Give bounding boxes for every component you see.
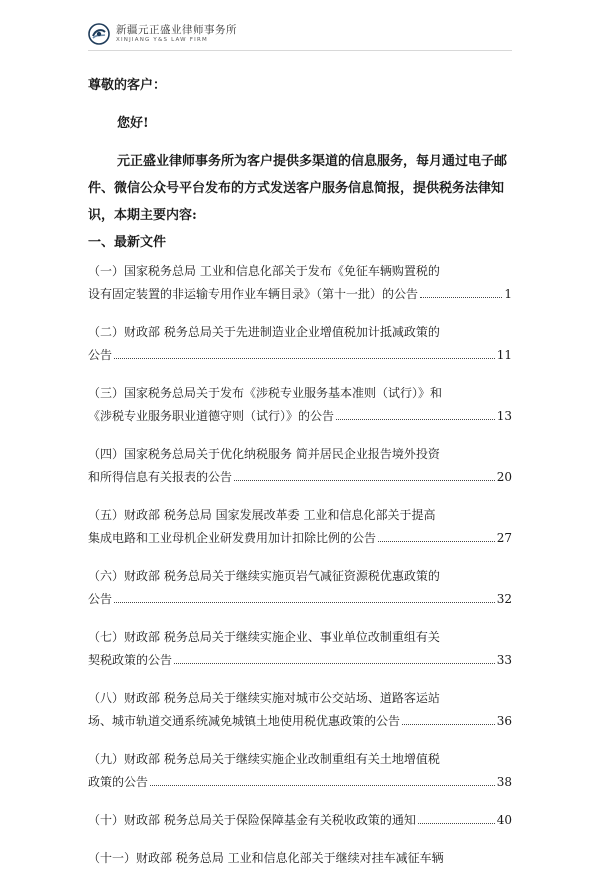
toc-page-number: 11 [496, 348, 512, 362]
toc-entry-line1: （十）财政部 税务总局关于保险保障基金有关税收政策的通知 [88, 813, 416, 827]
toc-entry-line2: 契税政策的公告 [88, 653, 173, 667]
page-header [88, 14, 237, 54]
toc-entry-line2: 集成电路和工业母机企业研发费用加计扣除比例的公告 [88, 531, 377, 545]
toc-entry[interactable] [88, 626, 512, 672]
salutation: 尊敬的客户： [88, 78, 167, 93]
toc-entry-line1: （二）财政部 税务总局关于先进制造业企业增值税加计抵减政策的 [88, 325, 440, 339]
toc-entry[interactable] [88, 809, 512, 832]
toc-entry[interactable] [88, 847, 512, 870]
toc-page-number: 40 [496, 813, 512, 827]
toc-page-number: 36 [496, 714, 512, 728]
greeting: 您好! [117, 116, 149, 131]
firm-name-en: XINJIANG Y&S LAW FIRM [116, 36, 208, 43]
toc-leader-dots [114, 358, 495, 359]
toc-leader-dots [378, 541, 495, 542]
toc-entry[interactable] [88, 748, 512, 794]
toc-entry-line2: 设有固定装置的非运输专用作业车辆目录》（第十一批）的公告 [88, 287, 419, 301]
toc-page-number: 13 [496, 409, 512, 423]
table-of-contents [88, 260, 512, 870]
toc-entry-line2: 公告 [88, 592, 113, 606]
toc-entry[interactable] [88, 565, 512, 611]
firm-name-cn: 新疆元正盛业律师事务所 [116, 24, 237, 36]
toc-page-number: 20 [496, 470, 512, 484]
toc-page-number: 38 [496, 775, 512, 789]
toc-leader-dots [420, 297, 502, 298]
toc-entry-line1: （八）财政部 税务总局关于继续实施对城市公交站场、道路客运站 [88, 691, 440, 705]
toc-entry-line1: （六）财政部 税务总局关于继续实施页岩气减征资源税优惠政策的 [88, 569, 440, 583]
intro-paragraph: 元正盛业律师事务所为客户提供多渠道的信息服务，每月通过电子邮件、微信公众号平台发布的方式发送客户服务信息简报，提供税务法律知识，本期主要内容: [88, 154, 508, 223]
toc-entry-line1: （四）国家税务总局关于优化纳税服务 简并居民企业报告境外投资 [88, 447, 440, 461]
toc-entry-line1: （九）财政部 税务总局关于继续实施企业改制重组有关土地增值税 [88, 752, 440, 766]
toc-entry-line1: （十一）财政部 税务总局 工业和信息化部关于继续对挂车减征车辆 [88, 851, 444, 865]
toc-entry[interactable] [88, 321, 512, 367]
toc-entry[interactable] [88, 504, 512, 550]
toc-page-number: 1 [504, 287, 512, 301]
section-title: 一、最新文件 [88, 235, 167, 250]
toc-page-number: 33 [496, 653, 512, 667]
toc-entry[interactable] [88, 687, 512, 733]
toc-entry-line1: （一）国家税务总局 工业和信息化部关于发布《免征车辆购置税的 [88, 264, 440, 278]
toc-entry-line1: （七）财政部 税务总局关于继续实施企业、事业单位改制重组有关 [88, 630, 440, 644]
toc-leader-dots [234, 480, 495, 481]
toc-entry-line2: 《涉税专业服务职业道德守则（试行）》的公告 [88, 409, 335, 423]
toc-leader-dots [150, 785, 495, 786]
toc-entry[interactable] [88, 443, 512, 489]
toc-entry[interactable] [88, 382, 512, 428]
header-divider [88, 50, 512, 51]
toc-page-number: 27 [496, 531, 512, 545]
toc-page-number: 32 [496, 592, 512, 606]
toc-entry[interactable] [88, 260, 512, 306]
toc-leader-dots [336, 419, 495, 420]
toc-entry-line2: 公告 [88, 348, 113, 362]
firm-brand [116, 25, 237, 43]
toc-entry-line2: 和所得信息有关报表的公告 [88, 470, 233, 484]
firm-logo-icon [88, 23, 110, 45]
document-body [88, 76, 512, 885]
toc-entry-line2: 政策的公告 [88, 775, 149, 789]
toc-leader-dots [402, 724, 495, 725]
toc-entry-line1: （三）国家税务总局关于发布《涉税专业服务基本准则（试行）》和 [88, 386, 443, 400]
toc-leader-dots [418, 823, 495, 824]
toc-leader-dots [114, 602, 495, 603]
toc-entry-line2: 场、城市轨道交通系统减免城镇土地使用税优惠政策的公告 [88, 714, 401, 728]
toc-entry-line1: （五）财政部 税务总局 国家发展改革委 工业和信息化部关于提高 [88, 508, 436, 522]
toc-leader-dots [174, 663, 495, 664]
